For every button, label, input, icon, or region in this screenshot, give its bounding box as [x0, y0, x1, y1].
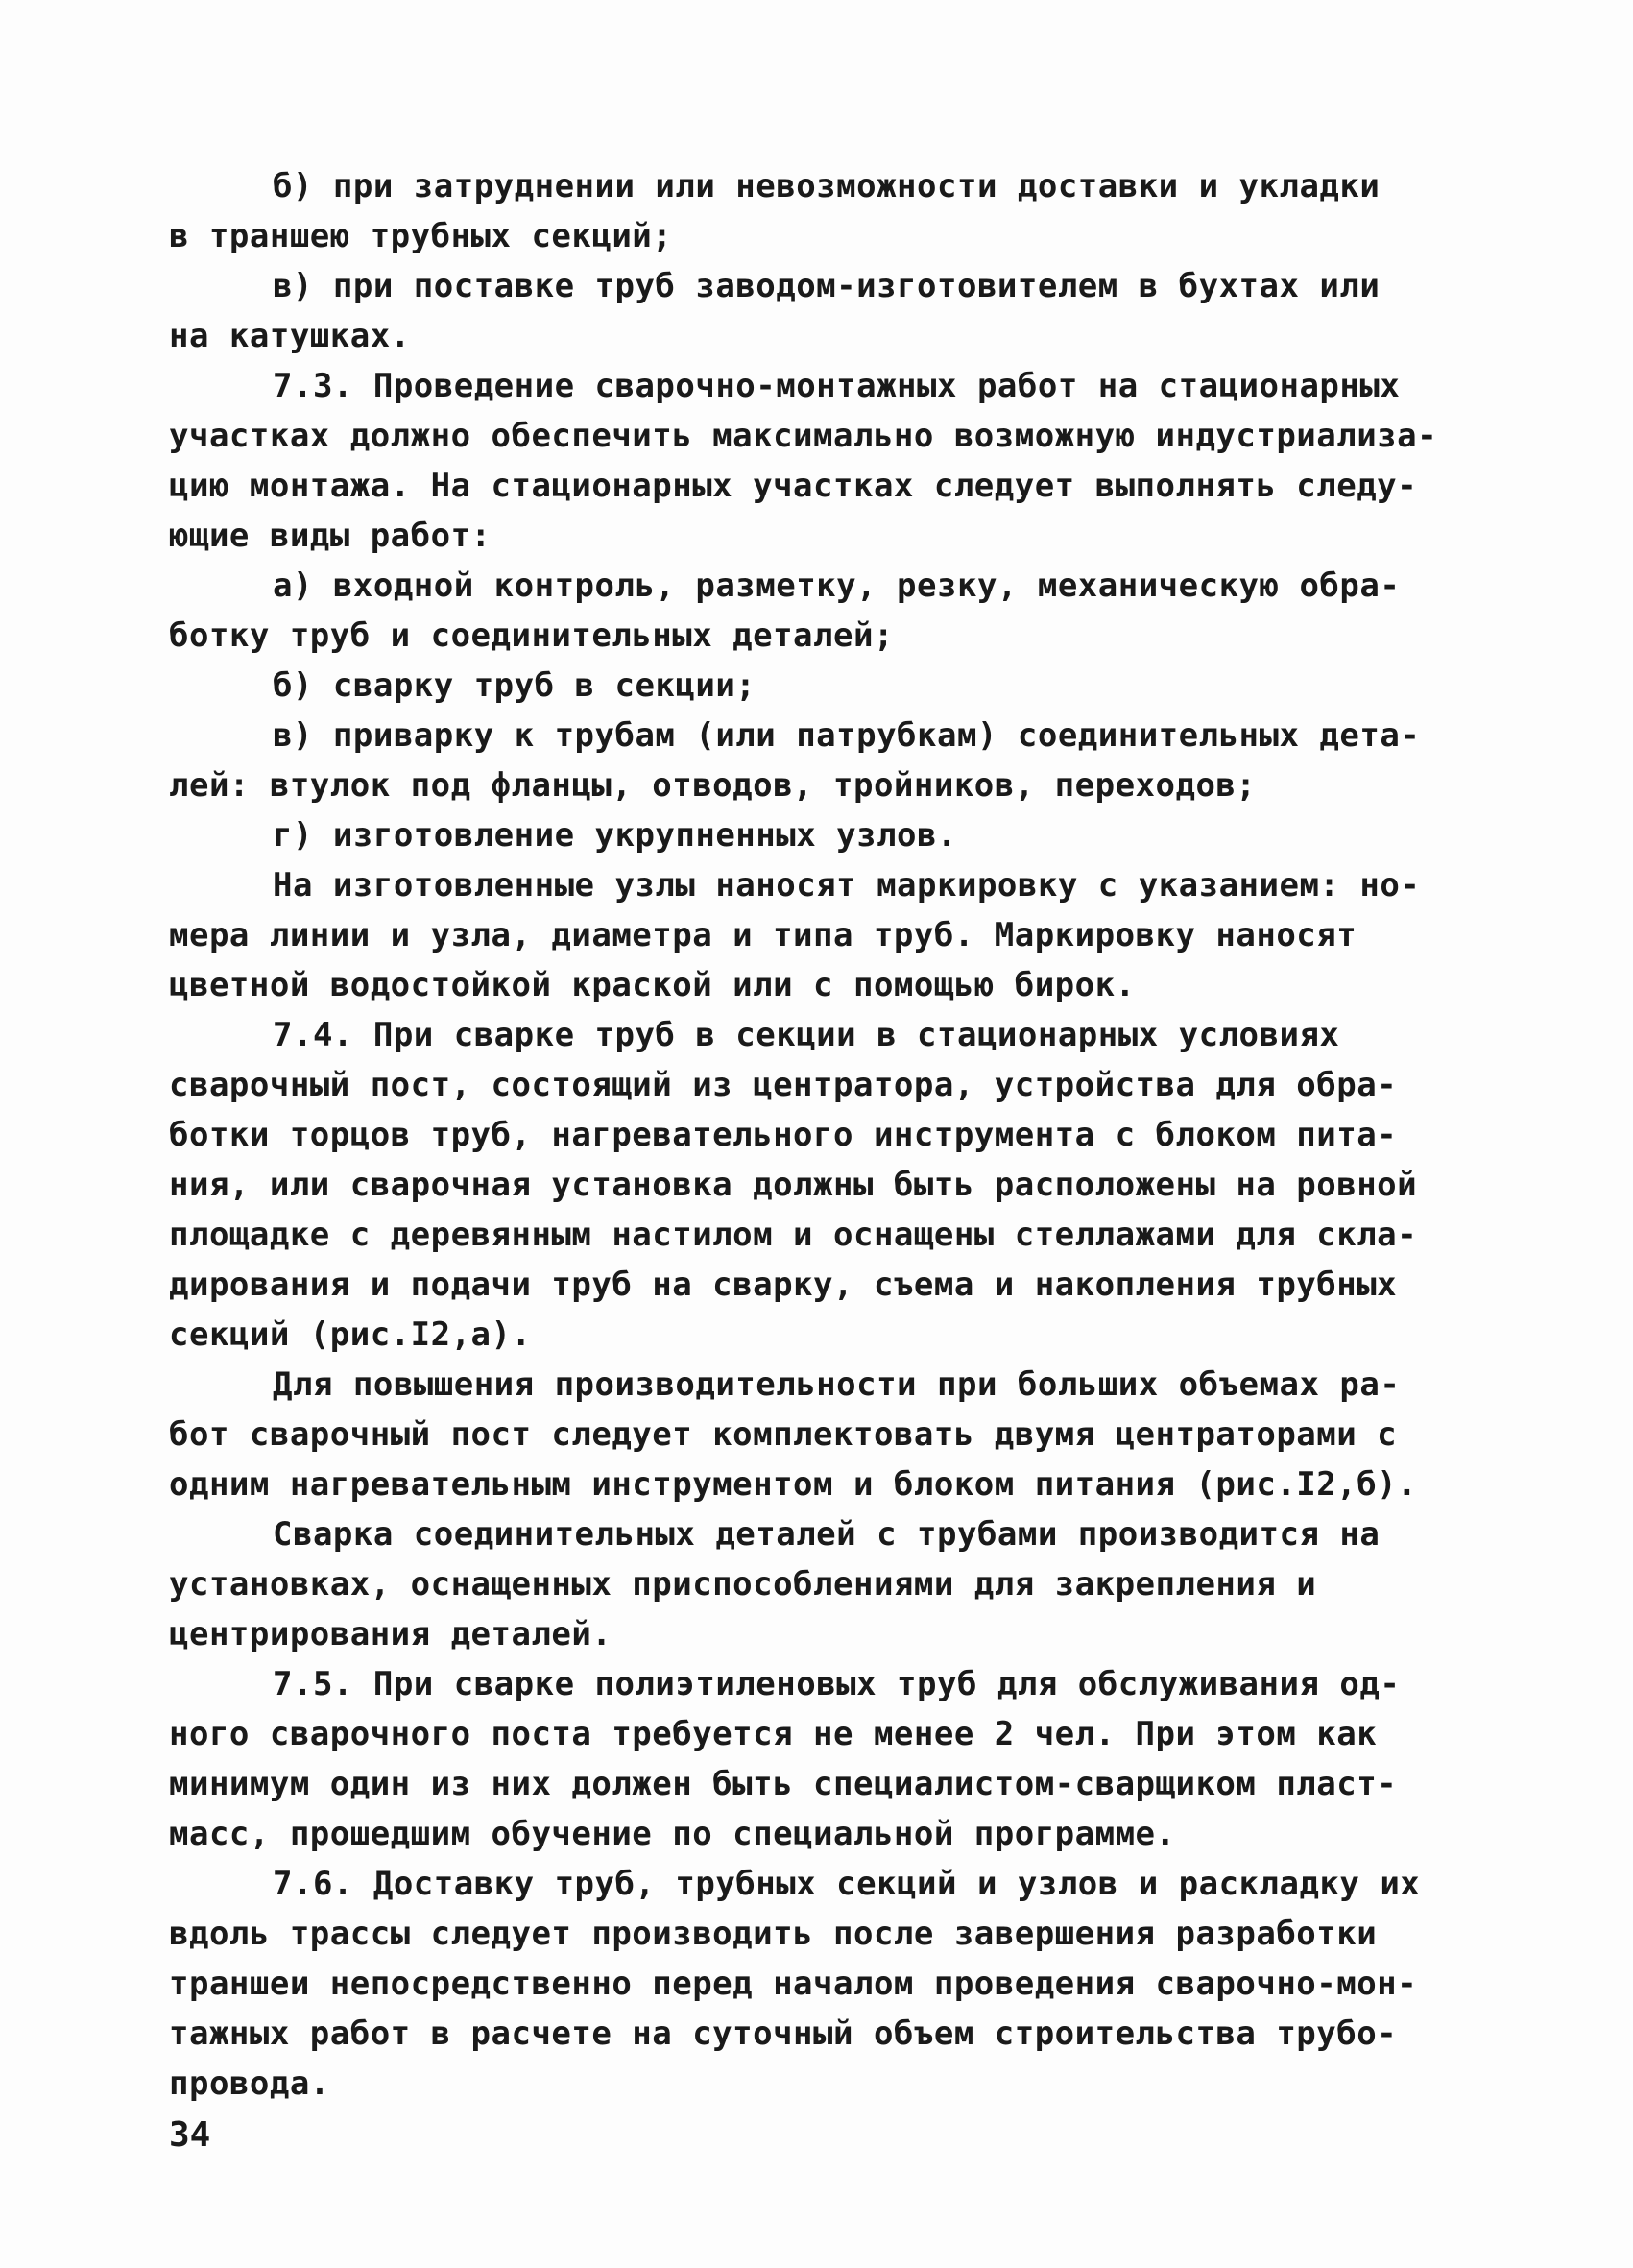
text-line: 7.4. При сварке труб в секции в стационарных условиях [273, 1016, 1340, 1054]
text-line: ного сварочного поста требуется не менее 2 чел. При этом как [169, 1715, 1378, 1753]
page-number: 34 [169, 2115, 211, 2155]
text-line: минимум один из них должен быть специалистом-сварщиком пласт- [169, 1765, 1398, 1803]
text-line: вдоль трассы следует производить после завершения разработки [169, 1915, 1378, 1953]
text-line: траншеи непосредственно перед началом проведения сварочно-мон- [169, 1965, 1418, 2003]
text-line: бот сварочный пост следует комплектовать двумя центраторами с [169, 1415, 1398, 1454]
text-line: тажных работ в расчете на суточный объем строительства трубо- [169, 2015, 1398, 2053]
text-line: на катушках. [169, 317, 411, 355]
text-line: сварочный пост, состоящий из центратора, устройства для обра- [169, 1066, 1398, 1104]
text-line: 7.5. При сварке полиэтиленовых труб для обслуживания од- [273, 1665, 1401, 1703]
text-line: ботку труб и соединительных деталей; [169, 616, 894, 655]
text-line: одним нагревательным инструментом и блоком питания (рис.I2,б). [169, 1465, 1418, 1504]
text-line: секций (рис.I2,а). [169, 1315, 532, 1354]
text-line: дирования и подачи труб на сварку, съема и накопления трубных [169, 1266, 1398, 1304]
text-line: Сварка соединительных деталей с трубами производится на [273, 1515, 1381, 1554]
text-line: 7.6. Доставку труб, трубных секций и узлов и раскладку их [273, 1865, 1421, 1903]
text-line: г) изготовление укрупненных узлов. [273, 816, 957, 855]
text-line: в траншею трубных секций; [169, 217, 673, 255]
text-line: масс, прошедшим обучение по специальной программе. [169, 1815, 1176, 1853]
text-line: а) входной контроль, разметку, резку, механическую обра- [273, 567, 1401, 605]
text-line: провода. [169, 2064, 330, 2103]
text-line: установках, оснащенных приспособлениями для закрепления и [169, 1565, 1317, 1604]
text-line: На изготовленные узлы наносят маркировку с указанием: но- [273, 866, 1421, 905]
text-line: ботки торцов труб, нагревательного инструмента с блоком пита- [169, 1116, 1398, 1154]
text-line: Для повышения производительности при больших объемах ра- [273, 1365, 1401, 1404]
text-line: 7.3. Проведение сварочно-монтажных работ на стационарных [273, 367, 1401, 405]
text-line: б) сварку труб в секции; [273, 666, 756, 705]
text-line: в) при поставке труб заводом-изготовителем в бухтах или [273, 267, 1381, 305]
text-line: площадке с деревянным настилом и оснащены стеллажами для скла- [169, 1216, 1418, 1254]
text-line: цию монтажа. На стационарных участках следует выполнять следу- [169, 467, 1418, 505]
text-line: лей: втулок под фланцы, отводов, тройников, переходов; [169, 766, 1257, 805]
text-line: мера линии и узла, диаметра и типа труб. Маркировку наносят [169, 916, 1357, 954]
text-line: центрирования деталей. [169, 1615, 612, 1653]
text-line: в) приварку к трубам (или патрубкам) соединительных дета- [273, 716, 1421, 755]
text-line: ния, или сварочная установка должны быть расположены на ровной [169, 1166, 1418, 1204]
text-line: б) при затруднении или невозможности доставки и укладки [273, 167, 1381, 205]
text-line: цветной водостойкой краской или с помощью бирок. [169, 966, 1136, 1004]
text-line: ющие виды работ: [169, 517, 492, 555]
text-line: участках должно обеспечить максимально возможную индустриализа- [169, 417, 1438, 455]
